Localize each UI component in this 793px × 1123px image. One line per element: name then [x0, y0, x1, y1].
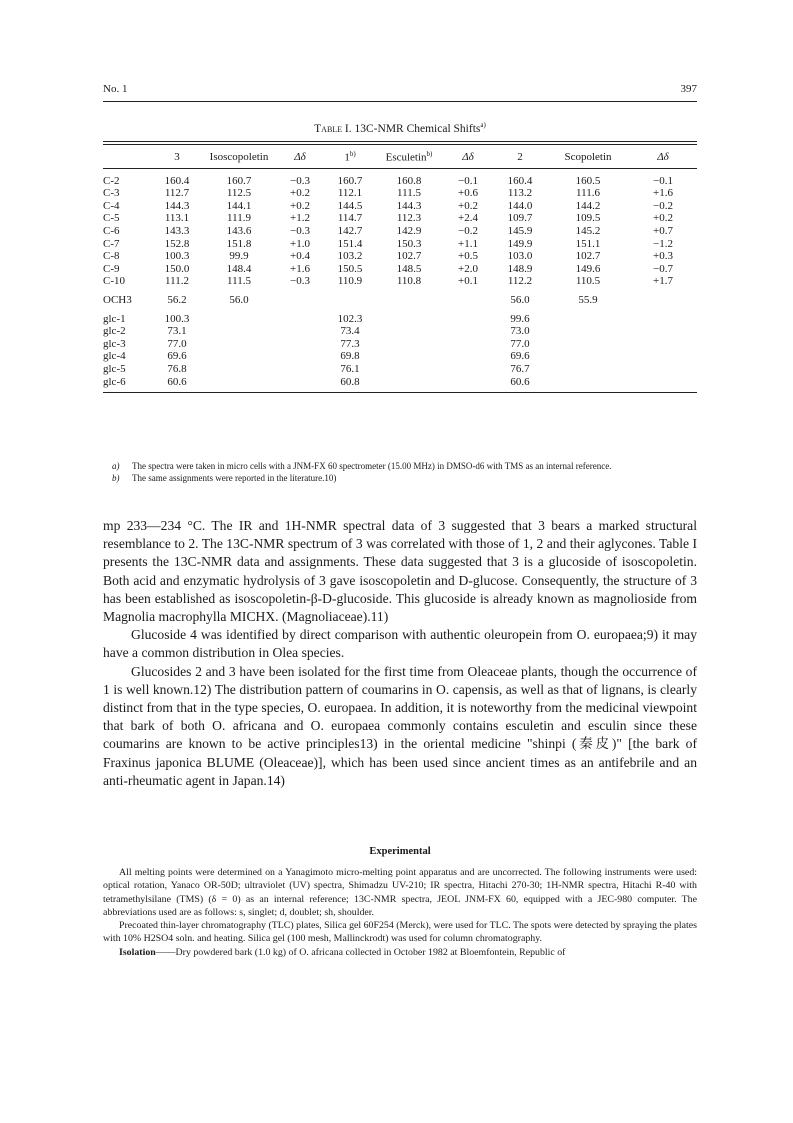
section-title-experimental: Experimental: [369, 846, 431, 857]
table-cell: [275, 363, 325, 376]
table-cell: 100.3: [164, 312, 190, 325]
table-cell: +1.1: [458, 237, 478, 250]
table-caption-note-ref: a): [480, 121, 486, 129]
table-cell: 111.6: [576, 187, 600, 200]
table-cell: [547, 325, 629, 338]
table-cell: 144.5: [337, 199, 363, 212]
table-cell: −0.7: [653, 262, 673, 275]
table-cell: [629, 325, 697, 338]
table-cell: 152.8: [164, 237, 190, 250]
table-cell: 160.8: [396, 174, 422, 187]
table-cell: 151.1: [575, 237, 601, 250]
table-cell: +1.6: [290, 262, 310, 275]
table-cell: [275, 294, 325, 307]
table-cell: 150.3: [396, 237, 422, 250]
table-cell: 148.9: [507, 262, 533, 275]
table-cell: 160.5: [575, 174, 601, 187]
table-cell: [629, 294, 697, 307]
table-cell: +0.1: [458, 275, 478, 288]
row-label: C-5: [103, 212, 120, 225]
table-row: [103, 175, 697, 188]
table-cell: [443, 363, 493, 376]
table-cell: [443, 294, 493, 307]
table-cell: +1.6: [653, 187, 673, 200]
table-cell: [547, 350, 629, 363]
table-cell: [375, 376, 443, 389]
table-row: [103, 338, 697, 351]
table-footnote-b: [112, 473, 697, 485]
table-cell: 56.0: [229, 294, 249, 306]
table-cell: +1.7: [653, 275, 673, 288]
table-cell: 109.7: [507, 212, 533, 225]
table-cell: +1.0: [290, 237, 310, 250]
table-cell: 143.3: [164, 225, 190, 238]
column-header: 3: [174, 150, 180, 163]
table-cell: −0.3: [290, 174, 310, 187]
table-cell: 151.8: [226, 237, 252, 250]
table-cell: 111.9: [227, 212, 251, 225]
table-cell: +0.2: [458, 199, 478, 212]
table-row: [103, 313, 697, 326]
table-cell: 142.7: [337, 225, 363, 238]
table-cell: 60.8: [340, 375, 360, 388]
table-cell: 69.6: [167, 350, 187, 363]
table-cell: +1.2: [290, 212, 310, 225]
table-cell: 56.0: [510, 294, 530, 306]
table-cell: 56.2: [167, 294, 187, 306]
table-cell: [203, 350, 275, 363]
experimental-paragraph-1: All melting points were determined on a Yanagimoto micro-melting point apparatus and are uncorrected. The following instruments were used: optical rotation, Yanaco OR-50D; ultraviolet (UV) spectra, Shimadzu UV-210; IR spectra, Hitachi 270-30; 1H-NMR spectra, Hitachi R-40 with tetramethylsilane (TMS) (δ = 0) as an internal reference; 13C-NMR spectra, JEOL JNM-FX 60, equipped with a JEC-980 computer. The abbreviations used are as follows: s, singlet; d, doublet; sh, shoulder.: [103, 867, 697, 918]
table-cell: 100.3: [164, 250, 190, 263]
isolation-text: ——Dry powdered bark (1.0 kg) of O. africana collected in October 1982 at Bloemfontein, Republic of: [155, 946, 566, 958]
table-cell: 145.9: [507, 225, 533, 238]
main-body: [103, 517, 697, 790]
table-cell: 150.5: [337, 262, 363, 275]
table-bottom-rule: [103, 392, 697, 393]
table-cell: 150.0: [164, 262, 190, 275]
column-header: Δδ: [657, 150, 669, 163]
table-cell: 113.1: [164, 212, 190, 225]
table-cell: [203, 376, 275, 389]
table-cell: +0.2: [290, 199, 310, 212]
table-cell: 77.0: [167, 337, 187, 350]
body-paragraph-3: Glucosides 2 and 3 have been isolated for the first time from Oleaceae plants, though the occurrence of 1 is well known.12) The distribution pattern of coumarins in O. capensis, as well as that of lignans, is clearly distinct from that in the type species, O. europaea. In addition, it is noteworthy from the medicinal viewpoint that bark of both O. africana and O. europaea commonly contains esculetin and esculin since these coumarins are known to be active principles13) in the oriental medicine "shinpi (秦皮)" [the bark of Fraxinus japonica BLUME (Oleaceae)], which has been used since ancient times as an antifebrile and an anti-rheumatic agent in Japan.14): [103, 663, 697, 788]
experimental-paragraph-2: Precoated thin-layer chromatography (TLC) plates, Silica gel 60F254 (Merck), were used for TLC. The spots were detected by spraying the plates with 10% H2SO4 soln. and heating. Silica gel (100 mesh, Mallinckrodt) was used for column chromatography.: [103, 920, 697, 945]
experimental-section: [103, 866, 697, 959]
table-row: [103, 263, 697, 276]
table-cell: 77.3: [340, 337, 360, 350]
table-cell: 109.5: [575, 212, 601, 225]
table-body: [103, 168, 697, 388]
table-row: [103, 200, 697, 213]
row-label: glc-3: [103, 337, 126, 350]
table-row: [103, 225, 697, 238]
row-label: OCH3: [103, 294, 132, 306]
table-cell: 114.7: [337, 212, 363, 225]
table-cell: +0.6: [458, 187, 478, 200]
table-cell: [629, 350, 697, 363]
table-cell: 73.1: [167, 325, 187, 338]
row-label: glc-2: [103, 325, 126, 338]
row-label: glc-5: [103, 362, 126, 375]
table-row: [103, 325, 697, 338]
row-label: C-7: [103, 237, 120, 250]
table-cell: [443, 338, 493, 351]
table-cell: 102.3: [337, 312, 363, 325]
table-cell: 144.0: [507, 199, 533, 212]
row-label: C-9: [103, 262, 120, 275]
table-cell: 103.2: [337, 250, 363, 263]
table-cell: +0.2: [290, 187, 310, 200]
table-cell: −0.1: [653, 174, 673, 187]
table-cell: 99.9: [229, 250, 249, 263]
table-cell: [375, 363, 443, 376]
table-cell: [547, 313, 629, 326]
column-header: Δδ: [462, 150, 474, 163]
table-cell: [375, 325, 443, 338]
table-cell: 144.2: [575, 199, 601, 212]
column-header: [103, 145, 151, 168]
table-row: [103, 294, 697, 307]
table-cell: 113.2: [507, 187, 533, 200]
body-paragraph-2: Glucoside 4 was identified by direct comparison with authentic oleuropein from O. europaea;9) it may have a common distribution in Olea species.: [103, 627, 697, 661]
table-cell: 69.8: [340, 350, 360, 363]
table-title: 13C-NMR Chemical Shifts: [354, 122, 481, 135]
table-cell: +0.3: [653, 250, 673, 263]
table-cell: 60.6: [510, 375, 530, 388]
table-cell: [203, 313, 275, 326]
nmr-shift-table: [103, 145, 697, 388]
table-cell: 110.5: [575, 275, 601, 288]
table-row: [103, 250, 697, 263]
table-cell: +0.5: [458, 250, 478, 263]
table-cell: [203, 338, 275, 351]
experimental-paragraph-3: [103, 946, 697, 959]
row-label: glc-1: [103, 312, 126, 325]
journal-issue: No. 1: [103, 83, 128, 95]
table-cell: 76.8: [167, 362, 187, 375]
row-label: glc-6: [103, 375, 126, 388]
table-cell: 112.5: [226, 187, 252, 200]
table-cell: 111.5: [397, 187, 421, 200]
table-cell: [629, 363, 697, 376]
table-cell: [629, 338, 697, 351]
table-cell: 160.7: [337, 174, 363, 187]
table-row: [103, 350, 697, 363]
row-label: C-6: [103, 225, 120, 238]
table-cell: [443, 313, 493, 326]
row-label: C-2: [103, 174, 120, 187]
table-cell: 142.9: [396, 225, 422, 238]
table-cell: 144.3: [396, 199, 422, 212]
table-cell: 112.1: [337, 187, 363, 200]
table-cell: 76.1: [340, 362, 360, 375]
column-header: Isoscopoletin: [209, 150, 269, 163]
table-cell: +2.4: [458, 212, 478, 225]
table-row: [103, 363, 697, 376]
table-cell: [375, 350, 443, 363]
footnote-label: a): [112, 461, 120, 471]
table-cell: 103.0: [507, 250, 533, 263]
table-row: [103, 212, 697, 225]
table-cell: [275, 350, 325, 363]
table-row: [103, 187, 697, 200]
table-cell: [443, 350, 493, 363]
table-cell: −0.1: [458, 174, 478, 187]
footnote-text: The spectra were taken in micro cells with a JNM-FX 60 spectrometer (15.00 MHz) in DMSO-d6 with TMS as an internal reference.: [132, 461, 612, 471]
table-header-row: [103, 145, 697, 168]
table-cell: −0.3: [290, 225, 310, 238]
table-cell: 110.9: [337, 275, 363, 288]
table-cell: 144.3: [164, 199, 190, 212]
table-cell: 99.6: [510, 312, 530, 325]
row-label: C-3: [103, 187, 120, 200]
table-caption: [103, 121, 697, 135]
table-cell: 110.8: [396, 275, 422, 288]
table-cell: −0.2: [458, 225, 478, 238]
table-footnote-a: [112, 461, 697, 473]
column-header: Esculetin$^{b)}$: [385, 150, 433, 164]
table-cell: 160.7: [226, 174, 252, 187]
table-label: Table I.: [314, 122, 352, 135]
table-cell: 144.1: [226, 199, 252, 212]
table-cell: 112.7: [164, 187, 190, 200]
table-cell: [547, 338, 629, 351]
table-cell: 148.5: [396, 262, 422, 275]
table-cell: −1.2: [653, 237, 673, 250]
table-cell: 149.6: [575, 262, 601, 275]
column-header: 1$^{b)}$: [344, 150, 356, 164]
table-cell: 60.6: [167, 375, 187, 388]
footnote-label: b): [112, 472, 120, 483]
row-label: C-10: [103, 275, 125, 288]
column-header: 2: [517, 150, 523, 163]
table-cell: [375, 313, 443, 326]
table-cell: [375, 338, 443, 351]
running-header: [103, 83, 697, 97]
table-cell: 69.6: [510, 350, 530, 363]
table-cell: [275, 376, 325, 389]
row-label: glc-4: [103, 350, 126, 363]
table-cell: +0.7: [653, 225, 673, 238]
table-row: [103, 376, 697, 389]
nmr-table: [103, 141, 697, 393]
table-cell: [443, 325, 493, 338]
table-footnotes: [112, 461, 697, 484]
column-header: Δδ: [294, 150, 306, 163]
table-cell: [629, 313, 697, 326]
table-cell: [275, 313, 325, 326]
table-cell: 149.9: [507, 237, 533, 250]
table-cell: 111.2: [165, 275, 189, 288]
table-row: [103, 238, 697, 251]
table-cell: 73.0: [510, 325, 530, 338]
table-cell: [275, 325, 325, 338]
table-cell: +2.0: [458, 262, 478, 275]
table-cell: 143.6: [226, 225, 252, 238]
table-cell: 77.0: [510, 337, 530, 350]
footnote-text: The same assignments were reported in the literature.10): [132, 472, 337, 483]
table-cell: [203, 325, 275, 338]
row-label: C-8: [103, 250, 120, 263]
table-cell: [629, 376, 697, 389]
header-rule: [103, 101, 697, 102]
table-cell: 102.7: [396, 250, 422, 263]
table-row: [103, 275, 697, 288]
page-number: 397: [680, 83, 697, 95]
table-cell: −0.3: [290, 275, 310, 288]
table-cell: 160.4: [507, 174, 533, 187]
table-cell: 102.7: [575, 250, 601, 263]
table-cell: +0.2: [653, 212, 673, 225]
body-paragraph-1: mp 233—234 °C. The IR and 1H-NMR spectral data of 3 suggested that 3 bears a marked structural resemblance to 2. The 13C-NMR spectrum of 3 was correlated with those of 1, 2 and their aglycones. Table I presents the 13C-NMR data and assignments. These data suggested that 3 is a glucoside of isoscopoletin. Both acid and enzymatic hydrolysis of 3 gave isoscopoletin and D-glucose. Consequently, the structure of 3 has been established as isoscopoletin-β-D-glucoside. This glucoside is already known as magnolioside from Magnolia macrophylla MICHX. (Magnoliaceae).11): [103, 518, 697, 625]
table-cell: 112.3: [396, 212, 422, 225]
table-cell: [325, 294, 375, 307]
table-cell: 73.4: [340, 325, 360, 338]
table-cell: [275, 338, 325, 351]
table-cell: 145.2: [575, 225, 601, 238]
column-header: Scopoletin: [564, 150, 612, 163]
table-cell: 112.2: [507, 275, 533, 288]
table-cell: 76.7: [510, 362, 530, 375]
table-cell: 151.4: [337, 237, 363, 250]
table-cell: 160.4: [164, 174, 190, 187]
isolation-label: Isolation: [119, 946, 156, 958]
table-cell: [443, 376, 493, 389]
table-cell: 55.9: [578, 294, 598, 306]
table-cell: [547, 376, 629, 389]
table-cell: [547, 363, 629, 376]
row-label: C-4: [103, 199, 120, 212]
table-cell: 111.5: [227, 275, 251, 288]
table-cell: 148.4: [226, 262, 252, 275]
table-cell: [375, 294, 443, 307]
table-cell: +0.4: [290, 250, 310, 263]
table-cell: [203, 363, 275, 376]
table-cell: −0.2: [653, 199, 673, 212]
